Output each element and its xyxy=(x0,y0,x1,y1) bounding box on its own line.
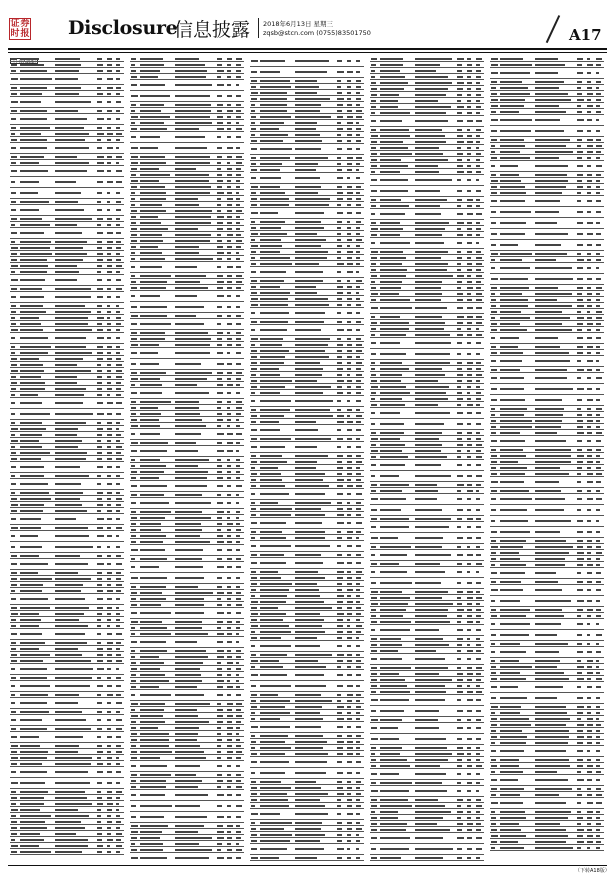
table-row xyxy=(490,126,604,137)
table-row xyxy=(10,479,124,490)
table-row xyxy=(250,308,364,319)
table-row xyxy=(370,844,484,855)
table-row xyxy=(10,97,124,108)
table-row xyxy=(10,514,124,525)
table-row xyxy=(370,578,484,589)
table-row xyxy=(370,116,484,127)
table-row xyxy=(10,594,124,605)
table-row xyxy=(490,274,604,285)
table-row xyxy=(10,333,124,344)
table-row xyxy=(10,143,124,154)
table-row xyxy=(370,734,484,745)
table-row xyxy=(370,186,484,197)
table-row xyxy=(370,303,484,314)
table-column xyxy=(250,56,364,862)
table-column xyxy=(490,56,604,862)
table-column xyxy=(370,56,484,862)
table-row xyxy=(490,263,604,274)
table-row xyxy=(370,769,484,780)
table-row xyxy=(490,647,604,658)
table-row xyxy=(250,208,364,219)
table-row xyxy=(490,693,604,704)
table-row xyxy=(10,715,124,726)
table-row xyxy=(130,446,244,457)
table-row xyxy=(490,568,604,579)
header-divider xyxy=(258,18,259,38)
table-row xyxy=(130,143,244,154)
top-rule-thin xyxy=(8,52,607,53)
table-row xyxy=(250,641,364,652)
table-row xyxy=(130,481,244,492)
table-row xyxy=(370,567,484,578)
table-row xyxy=(130,573,244,584)
table-row xyxy=(10,531,124,542)
table-row xyxy=(250,489,364,500)
table-row xyxy=(130,637,244,648)
table-row xyxy=(370,706,484,717)
table-row xyxy=(130,690,244,701)
section-title: Disclosure xyxy=(68,17,178,39)
continued-label: （上接A16版） xyxy=(11,59,39,64)
table-row xyxy=(370,349,484,360)
logo-char: 证 xyxy=(10,19,20,29)
table-row xyxy=(250,681,364,692)
table-row xyxy=(130,291,244,302)
table-row xyxy=(490,527,604,538)
table-row xyxy=(370,625,484,636)
table-row xyxy=(490,516,604,527)
table-row xyxy=(490,115,604,126)
table-row xyxy=(10,292,124,303)
table-row xyxy=(370,833,484,844)
table-row xyxy=(130,853,244,862)
table-row xyxy=(490,619,604,630)
table-row xyxy=(370,460,484,471)
top-rule xyxy=(8,48,607,50)
table-row xyxy=(250,442,364,453)
table-row xyxy=(10,228,124,239)
newspaper-logo xyxy=(9,18,31,40)
table-row xyxy=(130,132,244,143)
table-row xyxy=(490,196,604,207)
table-row xyxy=(370,505,484,516)
table-row xyxy=(10,664,124,675)
table-row xyxy=(490,746,604,757)
table-row xyxy=(490,68,604,79)
table-row xyxy=(130,262,244,273)
table-row xyxy=(490,682,604,693)
table-row xyxy=(10,629,124,640)
table-row xyxy=(370,419,484,430)
table-row xyxy=(490,477,604,488)
table-row xyxy=(370,533,484,544)
table-row xyxy=(250,722,364,733)
table-row xyxy=(250,173,364,184)
table-row xyxy=(490,596,604,607)
contact-info: zqsb@stcn.com (0755)83501750 xyxy=(263,29,371,37)
table-row xyxy=(130,359,244,370)
table-row xyxy=(130,319,244,330)
table-row xyxy=(490,585,604,596)
table-row xyxy=(370,175,484,186)
table-row xyxy=(250,809,364,820)
table-row xyxy=(250,144,364,155)
table-row xyxy=(10,166,124,177)
table-row xyxy=(10,732,124,743)
table-row xyxy=(250,541,364,552)
table-row xyxy=(10,177,124,188)
table-row xyxy=(130,801,244,812)
table-row xyxy=(490,161,604,172)
table-row xyxy=(10,398,124,409)
table-row xyxy=(10,188,124,199)
table-row xyxy=(250,425,364,436)
table-row xyxy=(10,74,124,85)
table-row xyxy=(490,395,604,406)
table-row xyxy=(490,240,604,251)
table-column xyxy=(130,56,244,862)
section-title-cn: 信息披露 xyxy=(174,19,251,41)
table-row xyxy=(130,388,244,399)
table-row xyxy=(490,505,604,516)
table-row xyxy=(250,670,364,681)
header-slash xyxy=(546,15,560,43)
table-row xyxy=(250,267,364,278)
table-row xyxy=(490,775,604,786)
table-row xyxy=(490,845,604,851)
table-row xyxy=(370,695,484,706)
continued-note: （下转A18版） xyxy=(575,868,610,874)
table-row xyxy=(250,768,364,779)
table-row xyxy=(10,559,124,570)
table-row xyxy=(250,757,364,768)
table-row xyxy=(10,849,124,855)
table-row xyxy=(250,518,364,529)
table-row xyxy=(250,844,364,855)
logo-char: 券 xyxy=(20,19,30,29)
table-row xyxy=(130,761,244,772)
masthead xyxy=(0,0,615,46)
table-row xyxy=(250,56,364,67)
table-row xyxy=(370,494,484,505)
table-row xyxy=(10,409,124,420)
table-row xyxy=(370,338,484,349)
table-row xyxy=(370,654,484,665)
table-row xyxy=(130,348,244,359)
table-row xyxy=(370,786,484,797)
table-row xyxy=(130,302,244,313)
table-row xyxy=(130,429,244,440)
table-row xyxy=(10,114,124,125)
table-row xyxy=(10,205,124,216)
table-row xyxy=(10,681,124,692)
table-row xyxy=(130,790,244,801)
table-row xyxy=(130,498,244,509)
table-row xyxy=(490,798,604,809)
table-row xyxy=(370,723,484,734)
table-row xyxy=(10,778,124,789)
page-number: A17 xyxy=(569,26,602,44)
table-row xyxy=(250,325,364,336)
table-row xyxy=(10,462,124,473)
logo-char: 报 xyxy=(20,29,30,39)
table-row xyxy=(490,218,604,229)
table-row xyxy=(490,630,604,641)
table-row xyxy=(130,545,244,556)
table-columns xyxy=(10,56,606,862)
table-row xyxy=(130,91,244,102)
table-row xyxy=(370,408,484,419)
table-row xyxy=(250,67,364,78)
logo-char: 时 xyxy=(10,29,20,39)
table-row xyxy=(370,471,484,482)
table-row xyxy=(10,698,124,709)
bottom-rule xyxy=(8,865,607,866)
table-row xyxy=(250,558,364,569)
issue-date: 2018年6月13日 星期三 xyxy=(263,20,334,28)
table-row xyxy=(10,542,124,553)
table-row xyxy=(250,861,364,862)
table-row xyxy=(370,550,484,561)
table-row xyxy=(10,767,124,778)
table-row xyxy=(490,373,604,384)
table-row xyxy=(490,356,604,367)
table-row xyxy=(130,608,244,619)
table-row xyxy=(490,436,604,447)
table-row xyxy=(370,209,484,220)
table-row xyxy=(130,812,244,823)
table-row xyxy=(370,861,484,862)
table-row xyxy=(250,396,364,407)
table-row xyxy=(370,238,484,249)
table-row xyxy=(490,333,604,344)
table-row xyxy=(490,494,604,505)
table-row xyxy=(10,275,124,286)
table-row xyxy=(490,384,604,395)
table-row xyxy=(130,80,244,91)
table-row xyxy=(490,229,604,240)
table-row xyxy=(130,562,244,573)
table-row xyxy=(370,522,484,533)
table-column xyxy=(10,56,124,862)
table-row xyxy=(490,207,604,218)
